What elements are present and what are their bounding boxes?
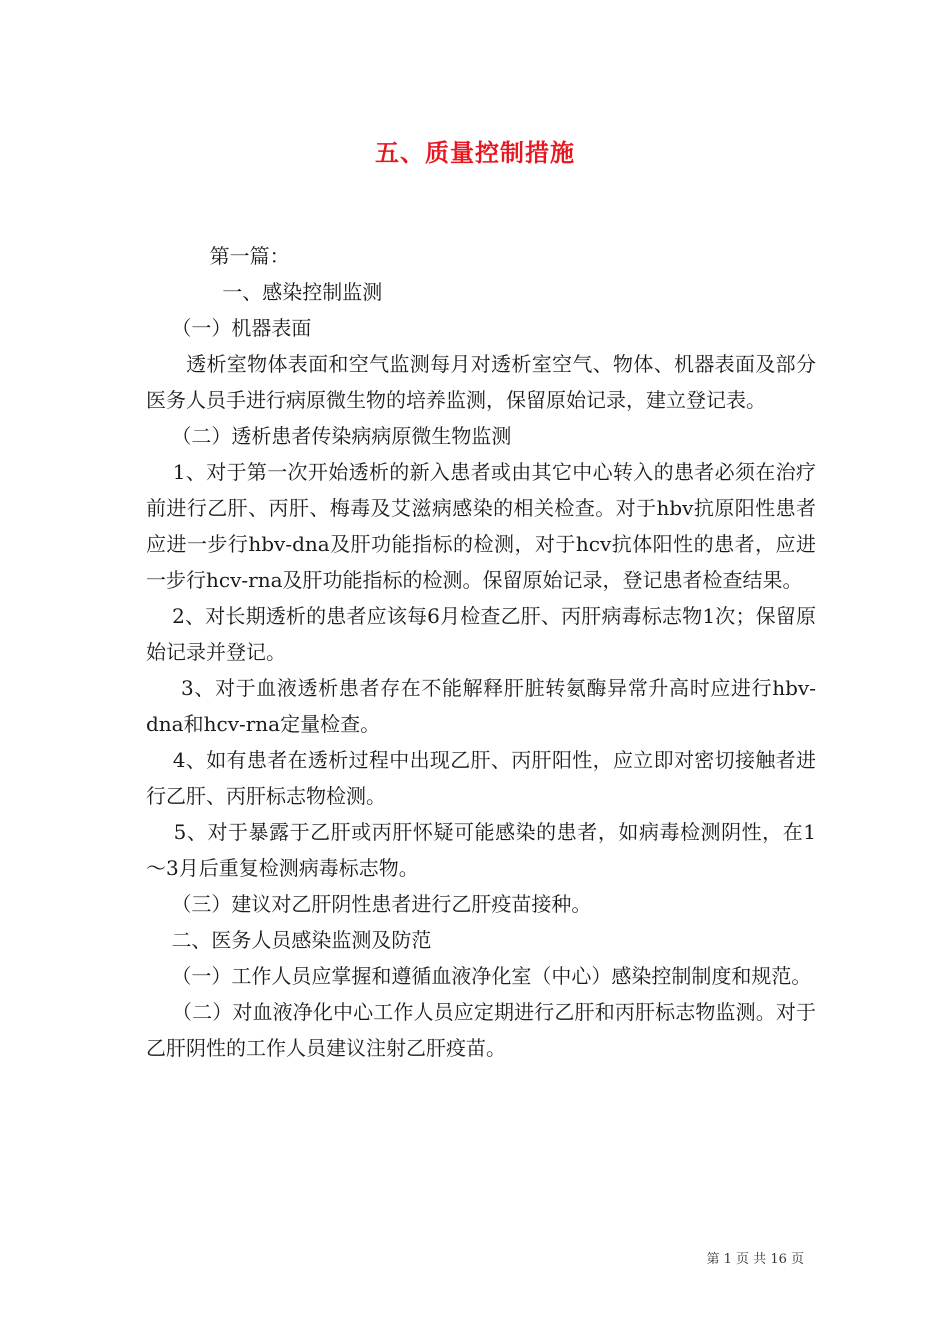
document-title: 五、质量控制措施 xyxy=(375,139,575,167)
paragraph: 一、感染控制监测 xyxy=(222,280,383,304)
paragraph: （一）机器表面 xyxy=(171,316,312,340)
paragraph: 2、对长期透析的患者应该每6月检查乙肝、丙肝病毒标志物1次；保留原始记录并登记。 xyxy=(146,604,816,664)
paragraph: （二）透析患者传染病病原微生物监测 xyxy=(171,424,512,448)
paragraph: （一）工作人员应掌握和遵循血液净化室（中心）感染控制制度和规范。 xyxy=(171,964,812,988)
paragraph: 第一篇： xyxy=(209,244,290,268)
paragraph: 4、如有患者在透析过程中出现乙肝、丙肝阳性，应立即对密切接触者进行乙肝、丙肝标志物检测。 xyxy=(146,748,816,808)
paragraph: 5、对于暴露于乙肝或丙肝怀疑可能感染的患者，如病毒检测阴性，在1～3月后重复检测病毒标志物。 xyxy=(146,820,816,880)
paragraph: （二）对血液净化中心工作人员应定期进行乙肝和丙肝标志物监测。对于乙肝阴性的工作人员建议注射乙肝疫苗。 xyxy=(146,1000,816,1060)
page-number-footer: 第 1 页 共 16 页 xyxy=(706,1252,804,1267)
document-body xyxy=(146,238,816,1066)
paragraph: 1、对于第一次开始透析的新入患者或由其它中心转入的患者必须在治疗前进行乙肝、丙肝、梅毒及艾滋病感染的相关检查。对于hbv抗原阳性患者应进一步行hbv-dna及肝功能指标的检测，对于hcv抗体阳性的患者，应进一步行hcv-rna及肝功能指标的检测。保留原始记录，登记患者检查结果。 xyxy=(146,460,816,592)
paragraph: 透析室物体表面和空气监测每月对透析室空气、物体、机器表面及部分医务人员手进行病原微生物的培养监测，保留原始记录，建立登记表。 xyxy=(146,352,816,412)
paragraph: （三）建议对乙肝阴性患者进行乙肝疫苗接种。 xyxy=(171,892,592,916)
paragraph: 二、医务人员感染监测及防范 xyxy=(171,928,432,952)
paragraph: 3、对于血液透析患者存在不能解释肝脏转氨酶异常升高时应进行hbv-dna和hcv-rna定量检查。 xyxy=(146,676,816,736)
